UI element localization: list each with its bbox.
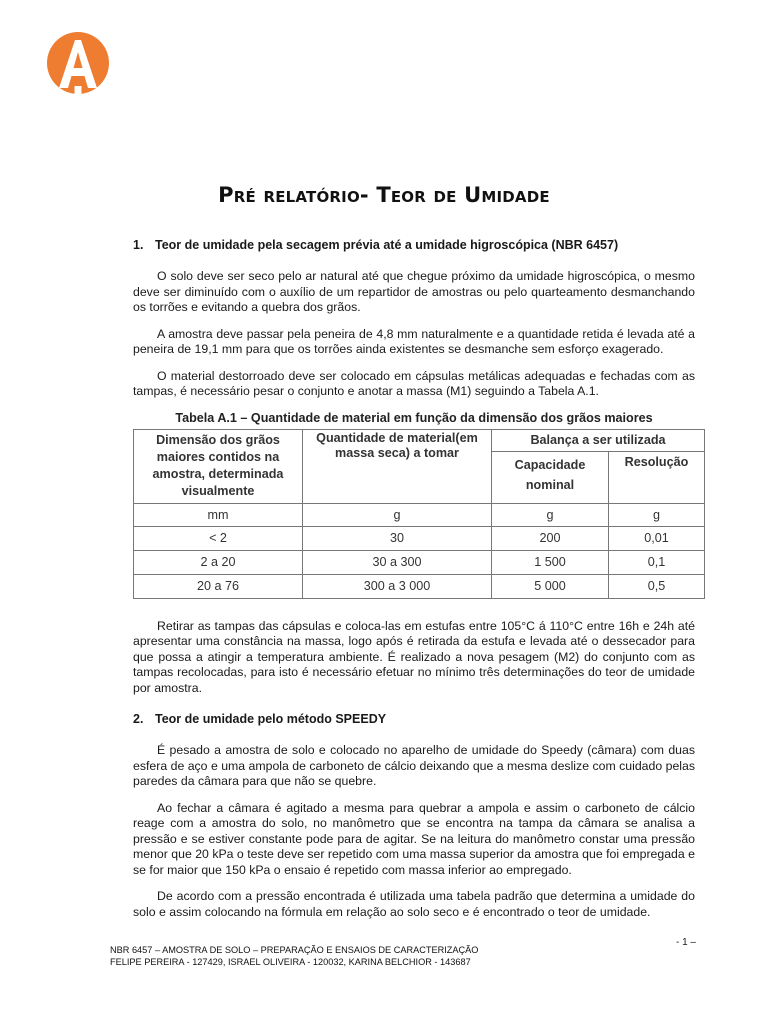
section-heading-2: 2. Teor de umidade pelo método SPEEDY xyxy=(133,712,387,726)
paragraph: É pesado a amostra de solo e colocado no aparelho de umidade do Speedy (câmara) com duas esfera de aço e uma ampola de carboneto de cálcio deixando que a mesma deslize com cuidado pelas paredes da câmara para que não se quebre. xyxy=(133,743,695,788)
table-row: 20 a 76 300 a 3 000 5 000 0,5 xyxy=(134,574,705,598)
col-header-resolution: Resolução xyxy=(609,451,705,503)
col-header-quantity: Quantidade de material(em massa seca) a tomar xyxy=(303,429,492,503)
paragraph: O solo deve ser seco pelo ar natural até que chegue próximo da umidade higroscópica, o mesmo deve ser diminuído com o auxílio de um repartidor de amostras ou pelo quarteamento desmanchando os torrões e evitando a quebra dos grãos. xyxy=(133,269,695,314)
table-row: 2 a 20 30 a 300 1 500 0,1 xyxy=(134,550,705,574)
section-heading-1: 1. Teor de umidade pela secagem prévia até a umidade higroscópica (NBR 6457) xyxy=(133,238,619,252)
page-number: - 1 – xyxy=(675,937,696,948)
page-title: Pré relatório- Teor de Umidade xyxy=(218,183,550,207)
material-quantity-table xyxy=(133,429,705,599)
paragraph: A amostra deve passar pela peneira de 4,8 mm naturalmente e a quantidade retida é levada até a peneira de 19,1 mm para que os torrões ainda existentes se desmanche sem esforço exagerado. xyxy=(133,326,695,356)
table-caption: Tabela A.1 – Quantidade de material em função da dimensão dos grãos maiores xyxy=(175,410,653,425)
paragraph: Retirar as tampas das cápsulas e coloca-las em estufas entre 105°C á 110°C entre 16h e 24h até apresentar uma constância na massa, logo após é retirada da estufa e levada até o dessecador para que possa a atingir a temperatura ambiente. É realizado a nova pesagem (M2) do conjunto com as tampas recolocadas, para isto é necessário efetuar no mínimo três determinações do teor de umidade por amostra. xyxy=(133,618,695,695)
col-header-balance: Balança a ser utilizada xyxy=(492,429,705,451)
logo xyxy=(38,30,118,100)
paragraph: De acordo com a pressão encontrada é utilizada uma tabela padrão que determina a umidade do solo e assim colocando na fórmula em relação ao solo seco e é encontrado o teor de umidade. xyxy=(133,889,695,919)
footer xyxy=(110,944,478,968)
units-row: mm g g g xyxy=(134,503,705,526)
footer-line: NBR 6457 – AMOSTRA DE SOLO – PREPARAÇÃO E ENSAIOS DE CARACTERIZAÇÃO xyxy=(110,945,479,955)
col-header-capacity: Capacidade nominal xyxy=(492,451,609,503)
col-header-dimension: Dimensão dos grãos maiores contidos na amostra, determinada visualmente xyxy=(134,429,303,503)
document-body xyxy=(133,238,695,931)
paragraph: O material destorroado deve ser colocado em cápsulas metálicas adequadas e fechadas com as tampas, é necessário pesar o conjunto e anotar a massa (M1) seguindo a Tabela A.1. xyxy=(133,368,695,398)
table-row: < 2 30 200 0,01 xyxy=(134,526,705,550)
paragraph: Ao fechar a câmara é agitado a mesma para quebrar a ampola e assim o carboneto de cálcio reage com a amostra do solo, no manômetro que se encontra na tampa da câmara se analisa a pressão e se estiver constante pode para de agitar. Se na leitura do manômetro constar uma pressão menor que 20 kPa o teste deve ser repetido com uma massa superior da amostra que foi empregada e se for maior que 150 kPa o ensaio é repetido com massa inferior ao empregado. xyxy=(133,800,695,877)
footer-line: FELIPE PEREIRA - 127429, ISRAEL OLIVEIRA - 120032, KARINA BELCHIOR - 143687 xyxy=(110,957,471,967)
